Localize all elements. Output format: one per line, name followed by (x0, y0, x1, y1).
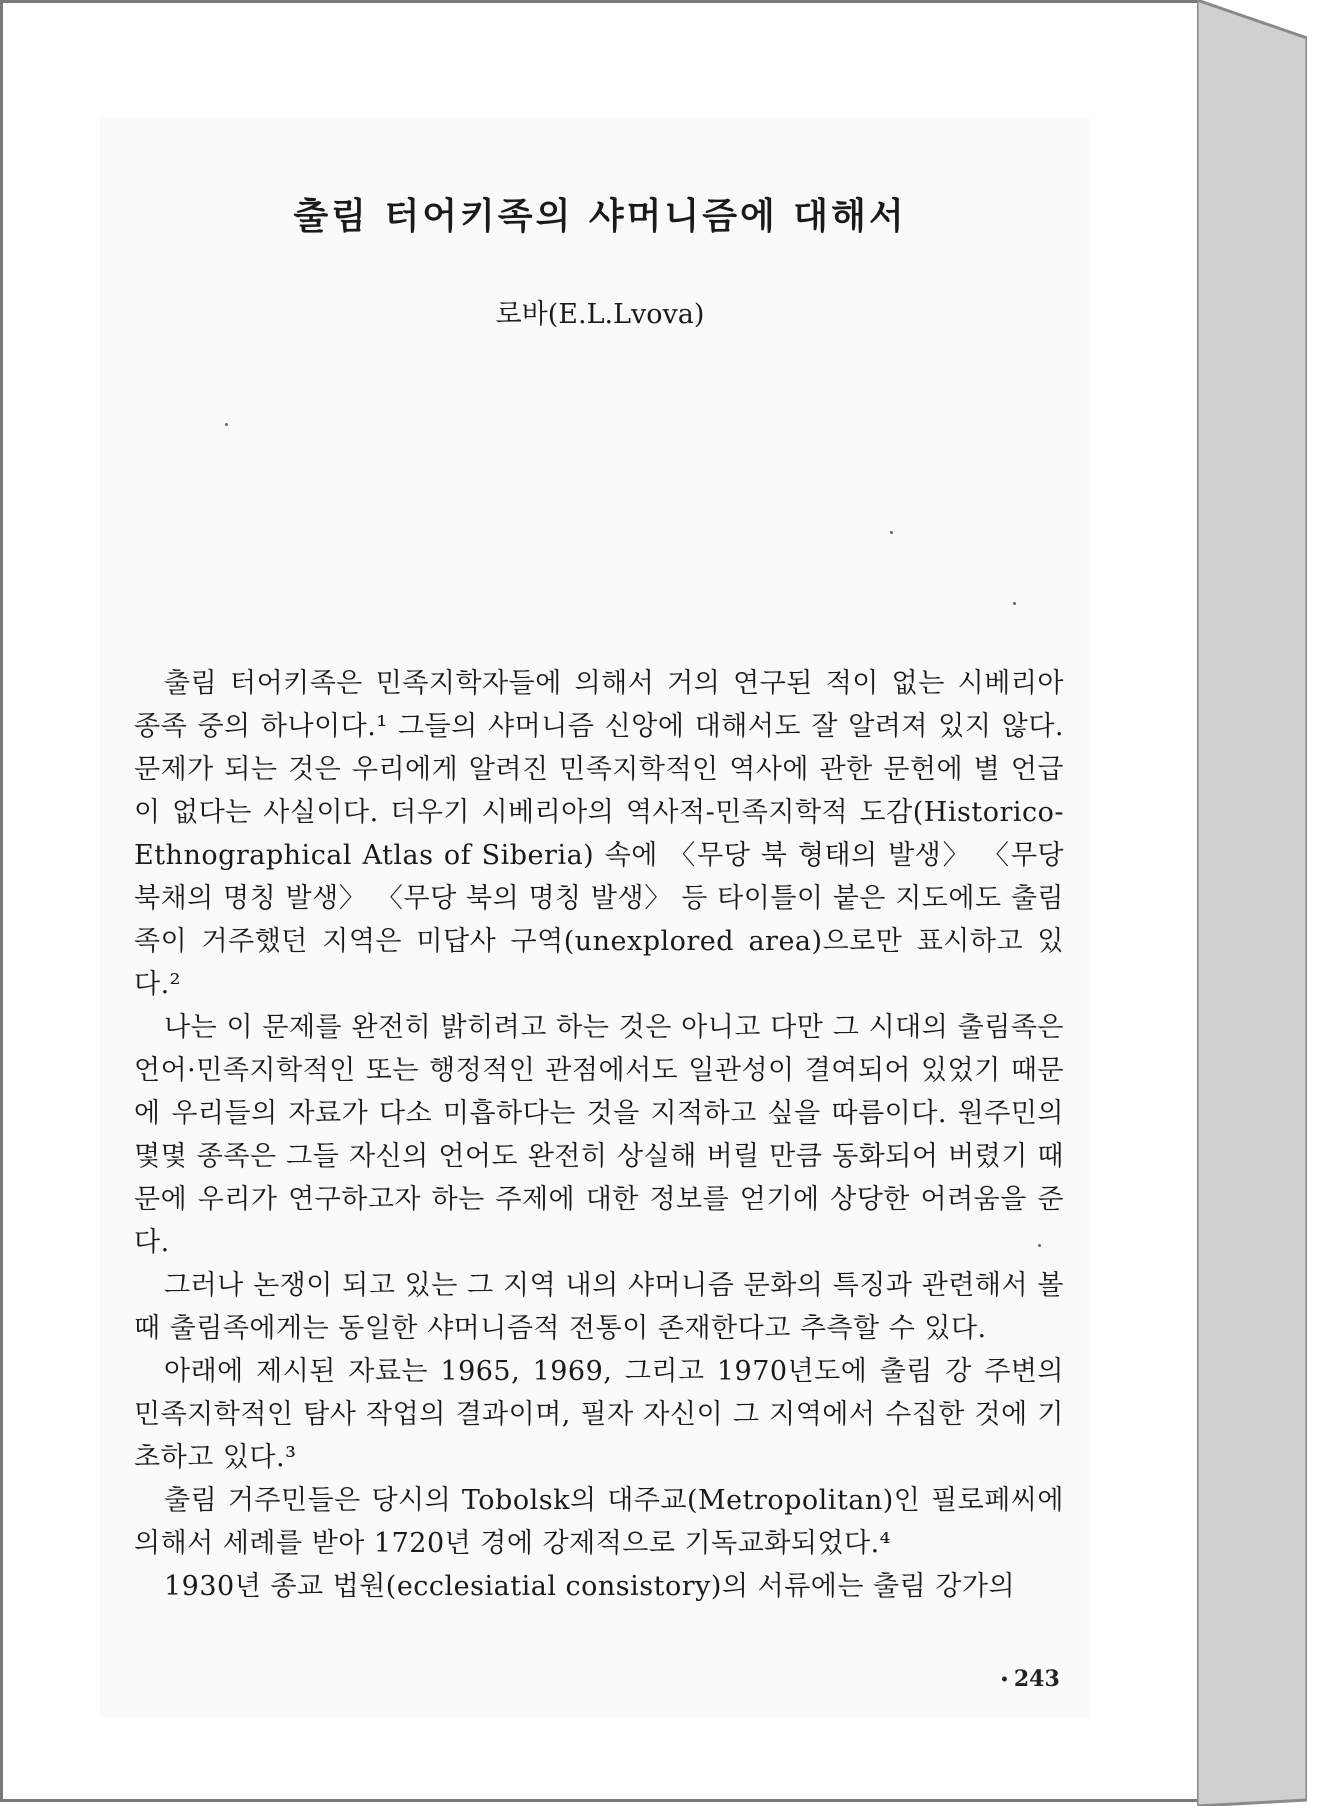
scan-speck (1013, 602, 1016, 605)
body-text (134, 662, 1064, 1608)
paragraph: 출림 터어키족은 민족지학자들에 의해서 거의 연구된 적이 없는 시베리아 종족 중의 하나이다.¹ 그들의 샤머니즘 신앙에 대해서도 잘 알려져 있지 않다. 문제가 되는 것은 우리에게 알려진 민족지학적인 역사에 관한 문헌에 별 언급이 없다는 사실이다. 더우기 시베리아의 역사적-민족지학적 도감(Historico-Ethnographical Atlas of Siberia) 속에 〈무당 북 형태의 발생〉 〈무당 북채의 명칭 발생〉 〈무당 북의 명칭 발생〉 등 타이틀이 붙은 지도에도 출림족이 거주했던 지역은 미답사 구역(unexplored area)으로만 표시하고 있다.² (134, 668, 1064, 1000)
book-edge (1197, 0, 1307, 1806)
document-author: 로바(E.L.Lvova) (495, 299, 705, 330)
paragraph: 나는 이 문제를 완전히 밝히려고 하는 것은 아니고 다만 그 시대의 출림족은 언어·민족지학적인 또는 행정적인 관점에서도 일관성이 결여되어 있었기 때문에 우리들의 자료가 다소 미흡하다는 것을 지적하고 싶을 따름이다. 원주민의 몇몇 종족은 그들 자신의 언어도 완전히 상실해 버릴 만큼 동화되어 버렸기 때문에 우리가 연구하고자 하는 주제에 대한 정보를 얻기에 상당한 어려움을 준다. (134, 1012, 1064, 1258)
page-number (1000, 1666, 1060, 1692)
paragraph: 아래에 제시된 자료는 1965, 1969, 그리고 1970년도에 출림 강 주변의 민족지학적인 탐사 작업의 결과이며, 필자 자신이 그 지역에서 수집한 것에 기초하고 있다.³ (134, 1356, 1064, 1473)
page-number-value: 243 (1013, 1666, 1060, 1692)
scan-speck (890, 531, 893, 534)
page-number-dot: • (1000, 1672, 1014, 1688)
paragraph: 출림 거주민들은 당시의 Tobolsk의 대주교(Metropolitan)인 필로페씨에 의해서 세례를 받아 1720년 경에 강제적으로 기독교화되었다.⁴ (134, 1485, 1064, 1559)
document-title: 출림 터어키족의 샤머니즘에 대해서 (293, 195, 907, 237)
scan-speck (225, 423, 228, 426)
paragraph: 1930년 종교 법원(ecclesiatial consistory)의 서류에는 출림 강가의 (164, 1571, 1016, 1602)
paragraph: 그러나 논쟁이 되고 있는 그 지역 내의 샤머니즘 문화의 특징과 관련해서 볼 때 출림족에게는 동일한 샤머니즘적 전통이 존재한다고 추측할 수 있다. (134, 1270, 1064, 1344)
scan-speck (1038, 1244, 1041, 1247)
